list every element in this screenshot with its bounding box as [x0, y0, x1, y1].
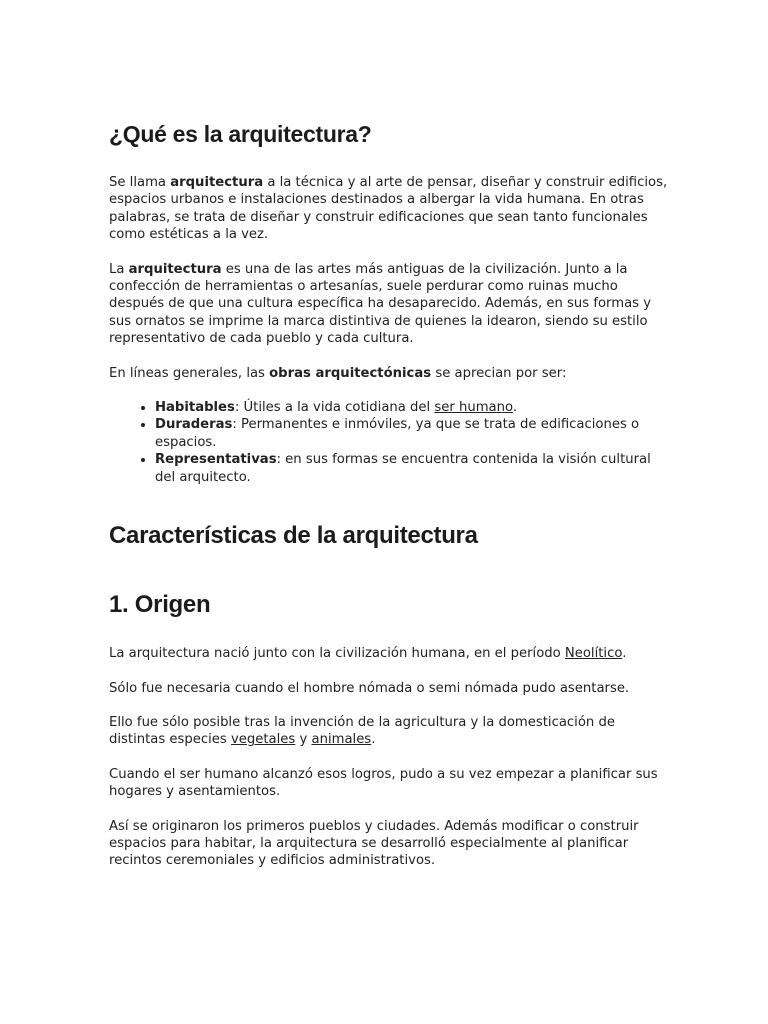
bold-term: arquitectura: [128, 261, 222, 277]
features-intro-paragraph: [109, 365, 668, 382]
origin-paragraph-2: [109, 680, 668, 697]
text-run: Ello fue sólo posible tras la invención de la agricultura y la domesticación de distintas especies: [109, 714, 615, 748]
list-term: Habitables: [155, 400, 235, 416]
text-run: : Útiles a la vida cotidiana del: [234, 400, 435, 416]
list-term: Duraderas: [155, 417, 233, 433]
text-run: se aprecian por ser:: [431, 365, 567, 381]
text-run: Se llama: [109, 175, 171, 190]
features-list: [109, 399, 668, 486]
text-run: La arquitectura nació junto con la civilización humana, en el período: [109, 646, 565, 662]
list-item: [155, 399, 668, 416]
page-title: ¿Qué es la arquitectura?: [109, 121, 372, 147]
origin-paragraph-4: [109, 766, 668, 801]
list-term: Representativas: [155, 452, 277, 468]
text-run: Cuando el ser humano alcanzó esos logros, pudo a su vez empezar a planificar sus hogares y asentamientos.: [109, 766, 658, 800]
text-run: y: [295, 732, 312, 748]
text-run: : Permanentes e inmóviles, ya que se trata de edificaciones o espacios.: [155, 417, 640, 450]
origin-paragraph-3: [109, 714, 668, 749]
text-run: : en sus formas se encuentra contenida la visión cultural del arquitecto.: [155, 452, 651, 485]
animales-link[interactable]: animales: [311, 732, 372, 748]
origin-paragraph-1: [109, 645, 668, 662]
text-run: En líneas generales, las: [109, 365, 270, 381]
subsection-heading: 1. Origen: [109, 591, 211, 619]
text-run: .: [512, 400, 518, 416]
origin-paragraph-5: [109, 818, 668, 870]
intro-paragraph: [109, 174, 668, 244]
text-run: es una de las artes más antiguas de la civilización. Junto a la confección de herramientas o artesanías, suele perdurar como ruinas mucho después de que una cultura específica ha desaparecido. Además, en sus formas y sus ornatos se imprime la marca distintiva de quienes la idearon, siendo su estilo representativo de cada pueblo y cada cultura.: [109, 261, 652, 347]
history-paragraph: [109, 261, 668, 348]
list-item: [155, 451, 668, 486]
section-heading: Características de la arquitectura: [109, 522, 478, 550]
text-run: Sólo fue necesaria cuando el hombre nómada o semi nómada pudo asentarse.: [109, 680, 630, 696]
text-run: Así se originaron los primeros pueblos y ciudades. Además modificar o construir espacios para habitar, la arquitectura se desarrolló especialmente al planificar recintos ceremoniales y edificios administrativos.: [109, 818, 639, 869]
text-run: La: [109, 261, 129, 277]
bold-term: obras arquitectónicas: [269, 365, 432, 381]
text-run: a la técnica y al arte de pensar, diseñar y construir edificios, espacios urbanos e instalaciones destinados a albergar la vida humana. En otras palabras, se trata de diseñar y construir edificaciones que sean tanto funcionales como estéticas a la vez.: [109, 175, 668, 243]
bold-term: arquitectura: [170, 175, 264, 190]
text-run: .: [622, 646, 627, 662]
vegetales-link[interactable]: vegetales: [230, 732, 296, 748]
text-run: .: [371, 732, 376, 748]
ser-humano-link[interactable]: ser humano: [434, 400, 513, 416]
neolitico-link[interactable]: Neolítico: [564, 646, 623, 662]
list-item: [155, 416, 668, 451]
